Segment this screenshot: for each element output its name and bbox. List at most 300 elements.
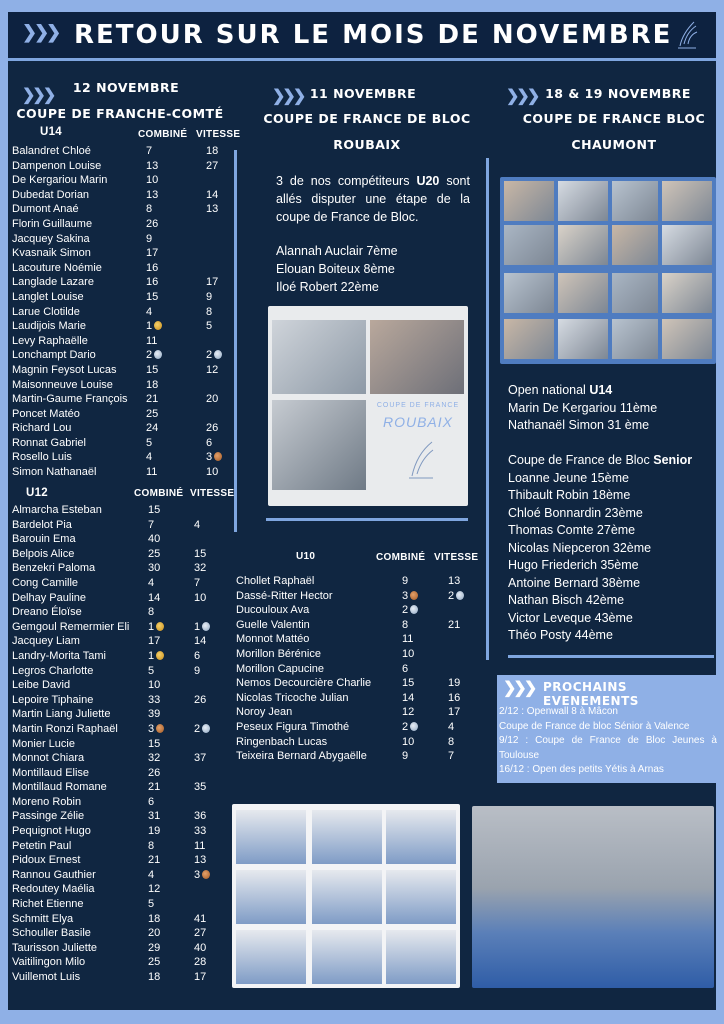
table-row xyxy=(12,188,242,203)
athlete-name: Ringenbach Lucas xyxy=(236,735,328,748)
combine-rank: 5 xyxy=(148,664,155,677)
group-photo xyxy=(312,930,382,984)
result-line: Théo Posty 44ème xyxy=(508,628,613,642)
climber-photo xyxy=(662,273,712,313)
combine-rank: 4 xyxy=(148,576,155,589)
athlete-name: Ronnat Gabriel xyxy=(12,436,86,449)
table-row xyxy=(12,707,242,722)
table-row xyxy=(12,620,242,635)
climber-photo xyxy=(272,400,366,490)
combine-rank: 12 xyxy=(148,883,161,896)
left-event: COUPE DE FRANCHE-COMTÉ xyxy=(16,106,224,121)
combine-rank: 8 xyxy=(148,606,155,619)
left-date: 12 NOVEMBRE xyxy=(72,80,180,95)
medal-icon xyxy=(410,591,418,600)
vitesse-rank: 19 xyxy=(448,677,461,690)
combine-rank: 13 xyxy=(146,188,159,201)
combine-rank: 40 xyxy=(148,533,161,546)
vitesse-rank: 28 xyxy=(194,956,207,969)
medal-icon xyxy=(202,724,210,733)
climber-photo xyxy=(370,320,464,394)
vitesse-rank: 9 xyxy=(206,290,213,303)
athlete-name: Lepoire Tiphaine xyxy=(12,693,94,706)
u10-label: U10 xyxy=(296,551,316,562)
athlete-name: Guelle Valentin xyxy=(236,618,310,631)
climbing-logo-icon xyxy=(674,18,700,52)
vitesse-rank: 37 xyxy=(194,752,207,765)
chevrons-icon: ❯❯❯ xyxy=(22,87,54,104)
header-banner xyxy=(8,12,716,61)
combine-rank: 24 xyxy=(146,422,159,435)
photo-caption: COUPE DE FRANCE xyxy=(376,402,460,409)
divider-vertical xyxy=(486,158,489,660)
combine-rank: 17 xyxy=(148,635,161,648)
athlete-name: Barouin Ema xyxy=(12,533,76,546)
table-row xyxy=(12,737,242,752)
athlete-name: Bardelot Pia xyxy=(12,518,72,531)
u20-description xyxy=(276,172,470,226)
table-row xyxy=(12,941,242,956)
table-row xyxy=(12,518,242,533)
vitesse-rank: 6 xyxy=(194,649,201,662)
u10-col-vitesse: VITESSE xyxy=(434,552,479,563)
u14-col-combine: COMBINÉ xyxy=(138,129,188,140)
vitesse-rank: 21 xyxy=(448,618,461,631)
athlete-name: Poncet Matéo xyxy=(12,407,80,420)
vitesse-rank: 36 xyxy=(194,810,207,823)
combine-rank: 4 xyxy=(148,868,155,881)
vitesse-rank: 4 xyxy=(448,720,455,733)
table-row xyxy=(12,532,242,547)
open-heading xyxy=(508,382,712,400)
result-line: Loanne Jeune 15ème xyxy=(508,470,629,485)
athlete-name: Landry-Morita Tami xyxy=(12,649,106,662)
right-event: COUPE DE FRANCE BLOC xyxy=(522,111,706,126)
athlete-name: Noroy Jean xyxy=(236,706,293,719)
climbing-logo-icon xyxy=(406,438,436,482)
vitesse-rank: 8 xyxy=(206,305,213,318)
combine-rank: 5 xyxy=(148,898,155,911)
table-row xyxy=(12,421,242,436)
combine-rank: 29 xyxy=(148,941,161,954)
climber-photo xyxy=(612,273,658,313)
athlete-name: Belpois Alice xyxy=(12,547,75,560)
vitesse-rank: 3 xyxy=(206,450,222,465)
combine-rank: 12 xyxy=(402,706,415,719)
athlete-name: Laudijois Marie xyxy=(12,320,86,333)
table-row xyxy=(12,319,242,334)
table-row xyxy=(12,926,242,941)
table-row xyxy=(12,334,242,349)
athlete-name: Monier Lucie xyxy=(12,737,75,750)
table-row xyxy=(12,407,242,422)
team-group-photo xyxy=(472,806,714,988)
table-row xyxy=(12,897,242,912)
table-row xyxy=(236,662,476,677)
table-row xyxy=(12,693,242,708)
table-row xyxy=(12,634,242,649)
athlete-name: Montillaud Romane xyxy=(12,781,107,794)
athlete-name: Gemgoul Remermier Eli xyxy=(12,620,130,633)
climber-photo xyxy=(504,319,554,359)
vitesse-rank: 1 xyxy=(194,620,210,635)
table-row xyxy=(236,749,476,764)
table-row xyxy=(12,839,242,854)
combine-rank: 1 xyxy=(148,649,164,664)
divider-horizontal xyxy=(508,655,714,658)
medal-icon xyxy=(154,350,162,359)
combine-rank: 11 xyxy=(402,633,414,646)
vitesse-rank: 33 xyxy=(194,825,207,838)
athlete-name: Pequignot Hugo xyxy=(12,825,91,838)
athlete-name: Martin Liang Juliette xyxy=(12,708,111,721)
chevrons-icon: ❯❯❯ xyxy=(272,88,304,105)
combine-rank: 9 xyxy=(402,750,409,763)
athlete-name: Schouller Basile xyxy=(12,927,91,940)
combine-rank: 18 xyxy=(146,378,159,391)
medal-icon xyxy=(410,605,418,614)
combine-rank: 18 xyxy=(148,912,161,925)
medal-icon xyxy=(156,724,164,733)
roubaix-photo-collage xyxy=(268,306,468,506)
athlete-name: Peseux Figura Timothé xyxy=(236,720,350,733)
athlete-name: Petetin Paul xyxy=(12,839,72,852)
combine-rank: 10 xyxy=(402,735,415,748)
athlete-name: Ducouloux Ava xyxy=(236,604,310,617)
athlete-name: Levy Raphaëlle xyxy=(12,334,88,347)
vitesse-rank: 13 xyxy=(206,203,219,216)
combine-rank: 9 xyxy=(402,575,409,587)
climber-photo xyxy=(504,181,554,221)
group-photo xyxy=(386,930,456,984)
u14-results-table xyxy=(12,144,242,480)
athlete-name: Redoutey Maélia xyxy=(12,883,95,896)
medal-icon xyxy=(156,622,164,631)
table-row xyxy=(12,232,242,247)
combine-rank: 25 xyxy=(146,407,159,420)
vitesse-rank: 9 xyxy=(194,664,201,677)
medal-icon xyxy=(202,870,210,879)
climber-photo xyxy=(558,319,608,359)
result-line: Nathanaël Simon 31 ème xyxy=(508,418,650,432)
table-row xyxy=(12,970,242,985)
combine-rank: 1 xyxy=(148,620,164,635)
combine-rank: 19 xyxy=(148,825,161,838)
table-row xyxy=(12,882,242,897)
combine-rank: 18 xyxy=(148,971,161,983)
table-row xyxy=(12,795,242,810)
climber-photo xyxy=(272,320,366,394)
athlete-name: Vaitilingon Milo xyxy=(12,956,86,969)
medal-icon xyxy=(154,321,162,330)
combine-rank: 39 xyxy=(148,708,161,721)
combine-rank: 6 xyxy=(148,795,155,808)
u20-results xyxy=(276,242,466,296)
right-date: 18 & 19 NOVEMBRE xyxy=(545,86,691,101)
result-line: Alannah Auclair 7ème xyxy=(276,244,398,258)
athlete-name: Monnot Chiara xyxy=(12,752,85,765)
combine-rank: 9 xyxy=(146,232,153,245)
vitesse-rank: 26 xyxy=(206,422,219,435)
senior-bold: Senior xyxy=(653,453,693,467)
athlete-name: Moreno Robin xyxy=(12,795,82,808)
table-row xyxy=(12,503,242,518)
athlete-name: Nicolas Tricoche Julian xyxy=(236,691,349,704)
group-photo xyxy=(236,870,306,924)
athlete-name: Dassé-Ritter Hector xyxy=(236,589,333,602)
event-item: 2/12 : Openwall 8 à Mâcon xyxy=(499,706,618,717)
athlete-name: Dreano Éloïse xyxy=(12,606,82,619)
table-row xyxy=(12,217,242,232)
group-photo xyxy=(386,810,456,864)
combine-rank: 15 xyxy=(146,290,159,303)
athlete-name: Morillon Bérénice xyxy=(236,647,321,660)
group-photo xyxy=(236,930,306,984)
table-row xyxy=(12,392,242,407)
combine-rank: 30 xyxy=(148,562,161,575)
vitesse-rank: 40 xyxy=(194,941,207,954)
result-line: Nicolas Niepceron 32ème xyxy=(508,540,652,555)
senior-label: Coupe de France de Bloc xyxy=(508,453,650,467)
vitesse-rank: 27 xyxy=(206,159,219,172)
climber-photo xyxy=(662,225,712,265)
climber-photo xyxy=(558,273,608,313)
athlete-name: Nemos Decourcière Charlie xyxy=(236,677,372,690)
vitesse-rank: 18 xyxy=(206,145,219,157)
athlete-name: De Kergariou Marin xyxy=(12,174,108,187)
table-row xyxy=(12,576,242,591)
table-row xyxy=(12,678,242,693)
combine-rank: 8 xyxy=(146,203,153,216)
upcoming-events-header xyxy=(497,675,719,708)
combine-rank: 26 xyxy=(146,217,159,230)
medal-icon xyxy=(202,622,210,631)
combine-rank: 16 xyxy=(146,276,159,289)
combine-rank: 4 xyxy=(146,451,153,464)
athlete-name: Montillaud Elise xyxy=(12,766,90,779)
athlete-name: Delhay Pauline xyxy=(12,591,86,604)
combine-rank: 26 xyxy=(148,766,161,779)
vitesse-rank: 7 xyxy=(194,576,201,589)
combine-rank: 10 xyxy=(148,679,161,692)
combine-rank: 3 xyxy=(148,722,164,737)
vitesse-rank: 13 xyxy=(448,575,461,587)
table-row xyxy=(12,561,242,576)
middle-event: COUPE DE FRANCE DE BLOC xyxy=(263,111,471,126)
vitesse-rank: 11 xyxy=(194,839,206,852)
combine-rank: 21 xyxy=(148,854,161,867)
combine-rank: 8 xyxy=(402,618,409,631)
table-row xyxy=(236,647,476,662)
middle-date: 11 NOVEMBRE xyxy=(309,86,417,101)
combine-rank: 15 xyxy=(148,737,161,750)
u14-label: U14 xyxy=(40,126,62,138)
athlete-name: Passinge Zélie xyxy=(12,810,85,823)
athlete-name: Martin Ronzi Raphaël xyxy=(12,722,118,735)
athlete-name: Jacquey Liam xyxy=(12,635,80,648)
group-photo xyxy=(386,870,456,924)
table-row xyxy=(236,705,476,720)
athlete-name: Simon Nathanaël xyxy=(12,466,97,479)
vitesse-rank: 12 xyxy=(206,363,219,376)
vitesse-rank: 35 xyxy=(194,781,207,794)
table-row xyxy=(12,547,242,562)
combine-rank: 2 xyxy=(402,603,418,619)
athlete-name: Taurisson Juliette xyxy=(12,941,97,954)
climber-photo xyxy=(558,225,608,265)
table-row xyxy=(12,605,242,620)
athlete-name: Chollet Raphaël xyxy=(236,575,315,587)
table-row xyxy=(236,720,476,735)
table-row xyxy=(12,853,242,868)
vitesse-rank: 26 xyxy=(194,693,207,706)
vitesse-rank: 27 xyxy=(194,927,207,940)
u14-col-vitesse: VITESSE xyxy=(196,129,241,140)
vitesse-rank: 7 xyxy=(448,750,455,763)
page-title: RETOUR SUR LE MOIS DE NOVEMBRE xyxy=(74,20,673,50)
athlete-name: Dampenon Louise xyxy=(12,159,102,172)
table-row xyxy=(12,378,242,393)
medal-icon xyxy=(410,722,418,731)
climber-photo xyxy=(504,273,554,313)
table-row xyxy=(12,809,242,824)
description-text: sont allés disputer une étape de la coupe de France de Bloc. xyxy=(276,174,470,224)
combine-rank: 15 xyxy=(148,504,161,516)
combine-rank: 10 xyxy=(146,174,159,187)
result-line: Elouan Boiteux 8ème xyxy=(276,262,395,276)
combine-rank: 17 xyxy=(146,247,159,260)
athlete-name: Maisonneuve Louise xyxy=(12,378,113,391)
divider-vertical xyxy=(234,150,237,532)
combine-rank: 33 xyxy=(148,693,161,706)
climber-photo xyxy=(662,181,712,221)
combine-rank: 16 xyxy=(146,261,159,274)
combine-rank: 7 xyxy=(148,518,155,531)
medal-icon xyxy=(456,591,464,600)
table-row xyxy=(12,824,242,839)
upcoming-events-list xyxy=(499,705,717,778)
table-row xyxy=(12,144,242,159)
upcoming-events-box xyxy=(497,675,719,783)
middle-event-city: ROUBAIX xyxy=(333,137,401,152)
combine-rank: 31 xyxy=(148,810,161,823)
u12-label: U12 xyxy=(26,487,48,499)
vitesse-rank: 20 xyxy=(206,393,219,406)
athlete-name: Monnot Mattéo xyxy=(236,633,310,646)
medal-icon xyxy=(214,350,222,359)
table-row xyxy=(236,676,476,691)
chaumont-photo-grid xyxy=(500,177,716,364)
vitesse-rank: 3 xyxy=(194,868,210,883)
vitesse-rank: 14 xyxy=(206,188,219,201)
combine-rank: 6 xyxy=(402,662,409,675)
open-national-results xyxy=(508,382,712,435)
combine-rank: 2 xyxy=(146,348,162,363)
combine-rank: 25 xyxy=(148,956,161,969)
table-row xyxy=(12,290,242,305)
table-row xyxy=(236,632,476,647)
athlete-name: Rannou Gauthier xyxy=(12,868,96,881)
result-line: Nathan Bisch 42ème xyxy=(508,593,625,607)
result-line: Antoine Bernard 38ème xyxy=(508,575,641,590)
table-row xyxy=(12,348,242,363)
table-row xyxy=(12,305,242,320)
description-text: 3 de nos compétiteurs xyxy=(276,174,410,188)
table-row xyxy=(12,912,242,927)
combine-rank: 15 xyxy=(146,363,159,376)
vitesse-rank: 2 xyxy=(194,722,210,737)
athlete-name: Lacouture Noémie xyxy=(12,261,102,274)
vitesse-rank: 17 xyxy=(448,706,461,719)
result-line: Thomas Comte 27ème xyxy=(508,523,636,537)
table-row xyxy=(12,436,242,451)
vitesse-rank: 17 xyxy=(206,276,219,289)
result-line: Thibault Robin 18ème xyxy=(508,488,631,502)
vitesse-rank: 14 xyxy=(194,635,207,648)
climber-photo xyxy=(612,225,658,265)
table-row xyxy=(12,173,242,188)
vitesse-rank: 16 xyxy=(448,691,461,704)
athlete-name: Morillon Capucine xyxy=(236,662,325,675)
combine-rank: 3 xyxy=(402,589,418,605)
athlete-name: Jacquey Sakina xyxy=(12,232,90,245)
climber-photo xyxy=(504,225,554,265)
athlete-name: Richard Lou xyxy=(12,422,72,435)
athlete-name: Larue Clotilde xyxy=(12,305,80,318)
table-row xyxy=(236,735,476,750)
combine-rank: 2 xyxy=(402,720,418,736)
athlete-name: Lonchampt Dario xyxy=(12,349,96,362)
table-row xyxy=(12,261,242,276)
athlete-name: Leibe David xyxy=(12,679,71,692)
combine-rank: 10 xyxy=(402,647,415,660)
combine-rank: 15 xyxy=(402,677,415,690)
table-row xyxy=(236,603,476,618)
table-row xyxy=(12,363,242,378)
table-row xyxy=(12,868,242,883)
event-item: Coupe de France de bloc Sénior à Valence xyxy=(499,720,690,732)
athlete-name: Richet Etienne xyxy=(12,898,84,911)
vitesse-rank: 2 xyxy=(448,589,464,605)
vitesse-rank: 17 xyxy=(194,971,207,983)
result-line: Marin De Kergariou 11ème xyxy=(508,400,658,415)
athlete-name: Schmitt Elya xyxy=(12,912,74,925)
vitesse-rank: 13 xyxy=(194,854,207,867)
climber-photo xyxy=(612,181,658,221)
athlete-name: Martin-Gaume François xyxy=(12,393,128,406)
combine-rank: 32 xyxy=(148,752,161,765)
combine-rank: 5 xyxy=(146,436,153,449)
combine-rank: 11 xyxy=(146,334,158,347)
table-row xyxy=(12,159,242,174)
vitesse-rank: 15 xyxy=(194,547,207,560)
athlete-name: Rosello Luis xyxy=(12,451,72,464)
result-line: Hugo Friederich 35ème xyxy=(508,558,639,572)
combine-rank: 7 xyxy=(146,145,153,157)
description-bold: U20 xyxy=(416,174,440,188)
vitesse-rank: 10 xyxy=(194,591,207,604)
event-item: 9/12 : Coupe de France de Bloc Jeunes à Toulouse xyxy=(499,735,717,761)
table-row xyxy=(236,618,476,633)
u12-col-combine: COMBINÉ xyxy=(134,488,184,499)
u12-col-vitesse: VITESSE xyxy=(190,488,235,499)
table-row xyxy=(236,691,476,706)
climber-photo xyxy=(612,319,658,359)
vitesse-rank: 10 xyxy=(206,466,219,479)
vitesse-rank: 2 xyxy=(206,348,222,363)
climber-photo xyxy=(662,319,712,359)
right-event-city: CHAUMONT xyxy=(571,137,657,152)
